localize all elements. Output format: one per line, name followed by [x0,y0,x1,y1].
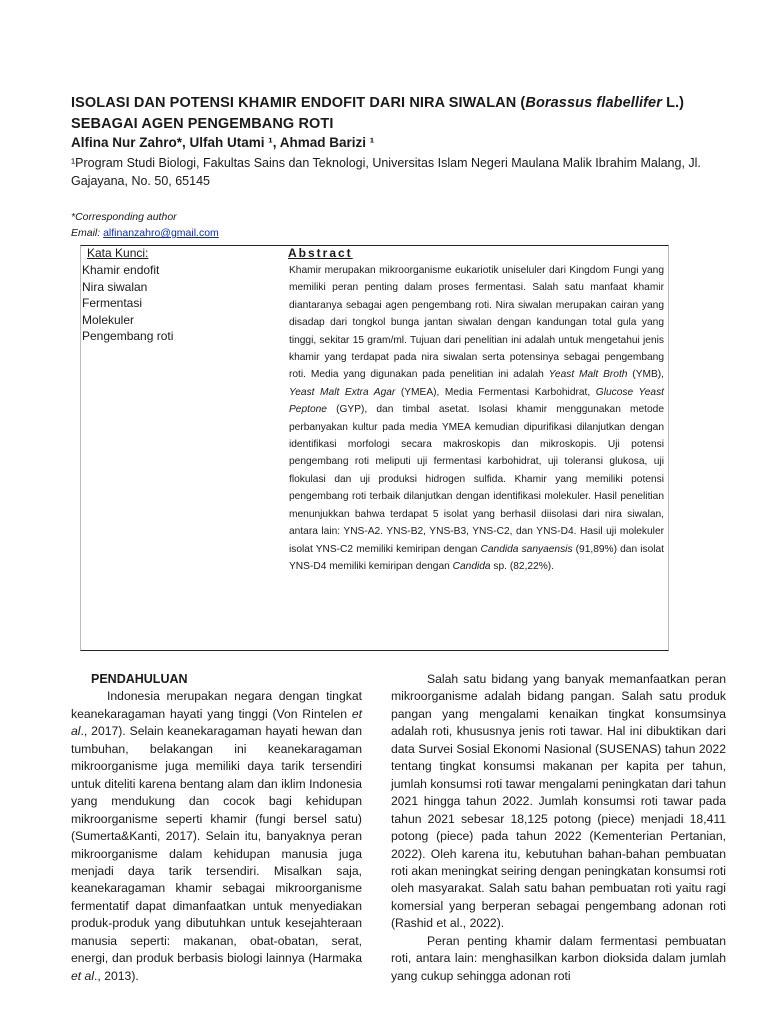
author-list: Alfina Nur Zahro*, Ulfah Utami ¹, Ahmad Barizi ¹ [71,135,375,150]
title-text-1: ISOLASI DAN POTENSI KHAMIR ENDOFIT DARI NIRA SIWALAN ( [71,95,526,111]
body-paragraph [71,688,362,985]
abstract-span: Khamir merupakan mikroorganisme eukariotik uniseluler dari Kingdom Fungi yang memiliki peran penting dalam proses fermentasi. Salah satu manfaat khamir diantaranya sebagai agen pengembang roti. Nira siwalan merupakan cairan yang disadap dari tongkol bunga jantan siwalan dengan kandungan total gula yang tinggi, sekitar 15 gram/ml. Tujuan dari penelitian ini adalah untuk mengetahui jenis khamir yang terdapat pada nira siwalan serta potensinya sebagai pengembang roti. Media yang digunakan pada penelitian ini adalah [289,265,664,381]
abstract-species-name: Candida sanyaensis [480,543,573,555]
abstract-text [289,262,664,575]
email-line [71,225,471,241]
body-span: Indonesia merupakan negara dengan tingkat keanekaragaman hayati yang tinggi (Von Rintelen [71,689,362,721]
email-link[interactable]: alfinanzahro@gmail.com [103,227,219,239]
title-text-2: L.) [661,95,685,111]
keyword-item: Molekuler [82,312,135,327]
corresponding-block [71,209,471,241]
corresponding-note: *Corresponding author [71,211,177,223]
abstract-span: sp. (82,22%). [490,560,555,572]
keyword-item: Khamir endofit [82,263,160,277]
abstract-span: (YMEA), Media Fermentasi Karbohidrat, [395,386,596,398]
body-span: ., 2013). [94,968,139,983]
abstract-media-name: Yeast Malt Broth [548,369,628,381]
abstract-media-name: Glucose Yeast Peptone [289,386,664,416]
abstract-heading: Abstract [288,246,353,260]
body-italic: et al [71,706,362,739]
abstract-span: (91,89%) dan isolat YNS-D4 memiliki kemiripan dengan [289,543,665,572]
abstract-media-name: Yeast Malt Extra Agar [289,386,396,398]
body-span: ., 2017). Selain keanekaragaman hayati hewan dan tumbuhan, belakangan ini keanekaragaman mikroorganisme juga memiliki daya tarik tersendiri untuk diteliti karena bentang alam dan iklim Indonesia yang mendukung dan cocok bagi kehidupan mikroorganisme seperti khamir (fungi bersel satu) (Sumerta&Kanti, 2017). Selain itu, banyaknya peran mikroorganisme dalam kehidupan manusia juga menjadi daya tarik tersendiri. Misalkan saja, keanekaragaman khamir sebagai mikroorganisme fermentatif dapat dimanfaatkan untuk menyediakan produk-produk yang dibutuhkan untuk kesejahteraan manusia seperti: makanan, obat-obatan, serat, energi, dan produk berbasis biologi lainnya (Harmaka [71,724,362,966]
paper-title [71,93,731,135]
abstract-span: (GYP), dan timbal asetat. Isolasi khamir menggunakan metode perbanyakan kultur pada media YMEA kemudian dipurifikasi dilanjutkan dengan identifikasi morfologi secara makroskopis dan mikroskopis. Uji potensi pengembang roti meliputi uji fermentasi karbohidrat, uji toleransi glukosa, uji flokulasi dan uji produksi hidrogen sulfida. Khamir yang memiliki potensi pengembang roti terbaik dilanjutkan dengan identifikasi molekuler. Hasil penelitian menunjukkan bahwa terdapat 5 isolat yang berhasil diisolasi dari nira siwalan, antara lain: YNS-A2. YNS-B2, YNS-B3, YNS-C2, dan YNS-D4. Hasil uji molekuler isolat YNS-C2 memiliki kemiripan dengan [289,404,664,555]
keyword-item: Nira siwalan [82,279,148,294]
section-heading: PENDAHULUAN [91,672,188,686]
keyword-item: Fermentasi [82,296,143,310]
body-italic: et al [71,968,95,983]
body-paragraph: Peran penting khamir dalam fermentasi pembuatan roti, antara lain: menghasilkan karbon dioksida dalam jumlah yang cukup sehingga adonan roti [391,933,726,983]
title-line-2: SEBAGAI AGEN PENGEMBANG ROTI [71,116,334,132]
title-species: Borassus flabellifer [525,95,662,111]
abstract-species-name: Candida [452,560,491,572]
body-column-right [391,671,726,985]
keyword-item: Pengembang roti [82,329,174,343]
affiliation: ¹Program Studi Biologi, Fakultas Sains dan Teknologi, Universitas Islam Negeri Maulana Malik Ibrahim Malang, Jl. Gajayana, No. 50, 65145 [71,156,701,188]
abstract-span: (YMB), [627,369,664,381]
keywords-list [82,262,272,345]
body-column-left [71,671,362,985]
body-paragraph: Salah satu bidang yang banyak memanfaatkan peran mikroorganisme adalah bidang pangan. Salah satu produk pangan yang mengalami kenaikan tingkat konsumsinya adalah roti, khususnya jenis roti tawar. Hal ini dibuktikan dari data Survei Sosial Ekonomi Nasional (SUSENAS) tahun 2022 tentang tingkat konsumsi makanan per kapita per tahun, jumlah konsumsi roti tawar mengalami peningkatan dari tahun 2021 hingga tahun 2022. Jumlah konsumsi roti tawar pada tahun 2021 sebesar 18,125 potong (piece) menjadi 18,411 potong (piece) pada tahun 2022 (Kementerian Pertanian, 2022). Oleh karena itu, kebutuhan bahan-bahan pembuatan roti akan meningkat seiring dengan peningkatan konsumsi roti oleh masyarakat. Salah satu bahan pembuatan roti yaitu ragi komersial yang berperan sebagai pengembang adonan roti (Rashid et al., 2022). [391,672,726,931]
keywords-heading: Kata Kunci: [87,246,149,260]
email-label: Email: [71,227,104,239]
